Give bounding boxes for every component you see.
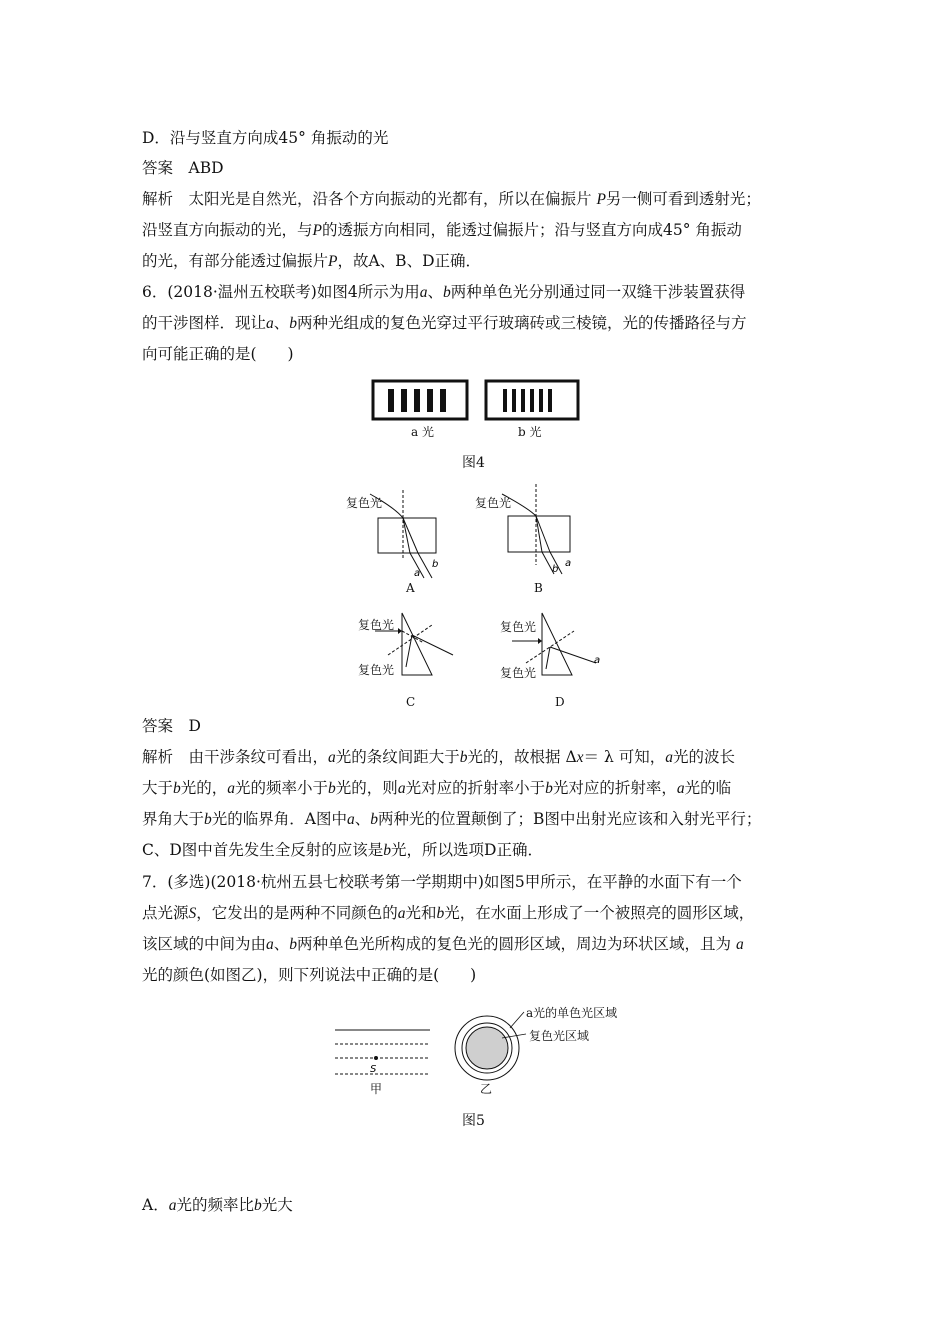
- option-d: D．沿与竖直方向成45° 角振动的光: [142, 129, 389, 147]
- fig-c-caption: C: [406, 695, 416, 709]
- question-6-line3: 向可能正确的是( ): [142, 345, 294, 363]
- fig-a-ray-a: a: [414, 568, 421, 579]
- question-7-line3: 该区域的中间为由a、b两种单色光所构成的复色光的圆形区域，周边为环状区域，且为 a: [142, 935, 744, 953]
- fig4-label-b: b 光: [518, 425, 542, 439]
- explanation-5-line1: 解析 太阳光是自然光，沿各个方向振动的光都有，所以在偏振片 P另一侧可看到透射光；: [142, 190, 761, 208]
- question-6-line2: 的干涉图样．现让a、b两种光组成的复色光穿过平行玻璃砖或三棱镜，光的传播路径与方: [142, 314, 747, 332]
- figure-4-fringes: [340, 375, 610, 445]
- fig-a-compound-label: 复色光: [346, 496, 383, 510]
- question-7-line4: 光的颜色(如图乙)，则下列说法中正确的是( ): [142, 966, 477, 984]
- explanation-5-line2: 沿竖直方向振动的光，与P的透振方向相同，能透过偏振片；沿与竖直方向成45° 角振动: [142, 221, 742, 239]
- fig5-label-yi: 乙: [480, 1082, 493, 1096]
- answer-6: 答案 D: [142, 717, 201, 735]
- option-7a: A．a光的频率比b光大: [142, 1196, 293, 1214]
- point-source-s: [374, 1056, 378, 1060]
- fig4-label-a: a 光: [411, 425, 434, 439]
- b-fringe-pattern: [503, 389, 552, 412]
- question-7-line1: 7．(多选)(2018·杭州五县七校联考第一学期期中)如图5甲所示，在平静的水面下有一个: [142, 873, 742, 891]
- fig-d-ray-a: a: [594, 655, 601, 666]
- a-fringe-pattern: [388, 389, 446, 412]
- fig5-s-label: S: [370, 1064, 377, 1075]
- fig-b-ray-b: b: [552, 564, 559, 575]
- explanation-6-line4: C、D图中首先发生全反射的应该是b光，所以选项D正确．: [142, 841, 543, 859]
- fig-c-compound-label-2: 复色光: [358, 663, 395, 677]
- fig5-yi-circles: [455, 1012, 526, 1080]
- answer-5: 答案 ABD: [142, 159, 224, 177]
- question-6-line1: 6．(2018·温州五校联考)如图4所示为用a、b两种单色光分别通过同一双缝干涉装置获得: [142, 283, 746, 301]
- fig-b-ray-a: a: [565, 558, 572, 569]
- fig5-jia-water: [335, 1030, 430, 1075]
- fig-d-caption: D: [555, 695, 565, 709]
- fig5-annot-a: a光的单色光区域: [526, 1006, 618, 1020]
- question-7-line2: 点光源S，它发出的是两种不同颜色的a光和b光，在水面上形成了一个被照亮的圆形区域，: [142, 904, 755, 922]
- fig-d-compound-label-2: 复色光: [500, 666, 537, 680]
- fig-a-ray-b: b: [432, 559, 439, 570]
- fig-c-compound-label-1: 复色光: [358, 618, 395, 632]
- explanation-5-line3: 的光，有部分能透过偏振片P，故A、B、D正确．: [142, 252, 481, 270]
- fig-b-caption: B: [534, 581, 543, 595]
- fig5-label-jia: 甲: [370, 1082, 383, 1096]
- fig5-annot-compound: 复色光区域: [529, 1029, 590, 1043]
- explanation-6-line2: 大于b光的，a光的频率小于b光的，则a光对应的折射率小于b光对应的折射率，a光的临: [142, 779, 732, 797]
- fig5-caption: 图5: [462, 1113, 485, 1129]
- fig4-caption: 图4: [462, 455, 485, 471]
- fig-d-compound-label-1: 复色光: [500, 620, 537, 634]
- fig-b-compound-label: 复色光: [475, 496, 512, 510]
- explanation-6-line3: 界角大于b光的临界角．A图中a、b两种光的位置颠倒了；B图中出射光应该和入射光平行；: [142, 810, 762, 828]
- fig-a-caption: A: [406, 581, 415, 595]
- explanation-6-line1: 解析 由干涉条纹可看出，a光的条纹间距大于b光的，故根据 Δx＝ λ 可知，a光的波长: [142, 748, 735, 766]
